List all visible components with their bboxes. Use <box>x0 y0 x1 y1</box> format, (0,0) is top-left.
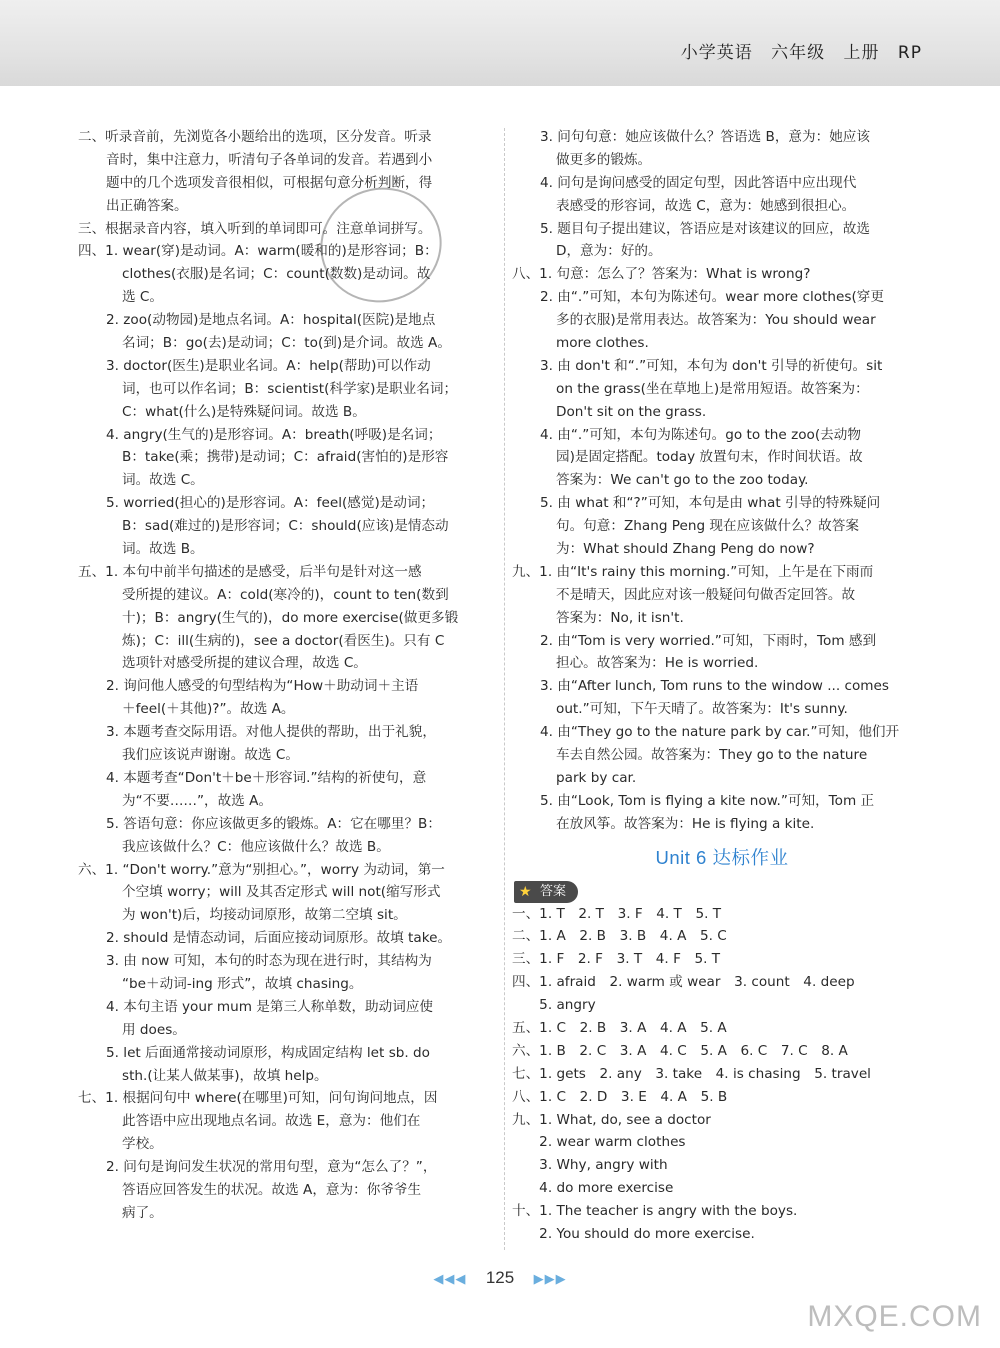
answer-row: 五、1. C 2. B 3. A 4. A 5. A <box>512 1019 727 1036</box>
explanation-line: 受所提的建议。A：cold(寒冷的)，count to ten(数到 <box>122 586 449 603</box>
explanation-line: 2. 由“Tom is very worried.”可知，下雨时，Tom 感到 <box>540 632 877 649</box>
explanation-line: 题中的几个选项发音很相似，可根据句意分析判断，得 <box>106 174 433 191</box>
explanation-line: 学校。 <box>122 1136 163 1153</box>
explanation-line: Don't sit on the grass. <box>556 403 707 420</box>
explanation-line: 做更多的锻炼。 <box>556 151 652 168</box>
explanation-line: 答语应回答发生的状况。故选 A，意为：你爷爷生 <box>122 1181 422 1198</box>
answer-row: 七、1. gets 2. any 3. take 4. is chasing 5. travel <box>512 1065 871 1082</box>
explanation-line: 我们应该说声谢谢。故选 C。 <box>122 747 299 764</box>
explanation-line: D，意为：好的。 <box>556 243 662 260</box>
explanation-line: 5. let 后面通常接动词原形，构成固定结构 let sb. do <box>106 1044 430 1061</box>
explanation-line: 5. 题目句子提出建议，答语应是对该建议的回应，故选 <box>540 220 870 237</box>
answer-row: 2. You should do more exercise. <box>512 1225 755 1242</box>
explanation-line: B：take(乘；携带)是动词；C：afraid(害怕的)是形容 <box>122 449 449 466</box>
explanation-line: 4. 本题考查“Don't＋be＋形容词.”结构的祈使句，意 <box>106 769 427 786</box>
explanation-line: 5. 由 what 和“?”可知，本句是由 what 引导的特殊疑问 <box>540 495 881 512</box>
next-page-arrows[interactable]: ▶▶▶ <box>533 1272 567 1287</box>
explanation-line: 3. doctor(医生)是职业名词。A：help(帮助)可以作动 <box>106 357 431 374</box>
explanation-line: 句。句意：Zhang Peng 现在应该做什么？故答案 <box>556 518 859 535</box>
edition-label: RP <box>897 43 922 63</box>
explanation-line: sth.(让某人做某事)，故填 help。 <box>122 1067 328 1084</box>
answer-row: 四、1. afraid 2. warm 或 wear 3. count 4. deep <box>512 974 855 991</box>
explanation-line: 3. 由“After lunch, Tom runs to the window ... comes <box>540 678 889 695</box>
explanation-line: 4. 由“.”可知，本句为陈述句。go to the zoo(去动物 <box>540 426 861 443</box>
explanation-line: 在放风筝。故答案为：He is flying a kite. <box>556 815 815 832</box>
answer-row: 5. angry <box>512 997 596 1014</box>
explanation-line: 九、1. 由“It's rainy this morning.”可知，上午是在下雨而 <box>512 563 874 580</box>
explanation-line: 2. 问句是询问发生状况的常用句型，意为“怎么了？”， <box>106 1159 437 1176</box>
explanation-line: 六、1. “Don't worry.”意为“别担心。”，worry 为动词，第一 <box>78 861 445 878</box>
explanation-line: 多的衣服)是常用表达。故答案为：You should wear <box>556 312 876 329</box>
answer-row: 2. wear warm clothes <box>512 1134 686 1151</box>
prev-page-arrows[interactable]: ◀◀◀ <box>433 1272 467 1287</box>
explanation-line: out.”可知，下午天晴了。故答案为：It's sunny. <box>556 701 848 718</box>
page-footer <box>0 1268 1000 1288</box>
answer-row: 三、1. F 2. F 3. T 4. F 5. T <box>512 951 721 968</box>
explanation-line: on the grass(坐在草地上)是常用短语。故答案为： <box>556 380 869 397</box>
column-divider <box>504 128 505 1250</box>
explanation-line: 3. 由 don't 和“.”可知，本句为 don't 引导的祈使句。sit <box>540 357 883 374</box>
explanation-line: 四、1. wear(穿)是动词。A：warm(暖和的)是形容词；B： <box>78 243 438 260</box>
explanation-line: 2. should 是情态动词，后面应接动词原形。故填 take。 <box>106 930 452 947</box>
answer-row: 六、1. B 2. C 3. A 4. C 5. A 6. C 7. C 8. A <box>512 1042 848 1059</box>
answer-row: 八、1. C 2. D 3. E 4. A 5. B <box>512 1088 728 1105</box>
explanation-line: 2. zoo(动物园)是地点名词。A：hospital(医院)是地点 <box>106 312 436 329</box>
explanation-line: 担心。故答案为：He is worried. <box>556 655 759 672</box>
explanation-line: 3. 问句句意：她应该做什么？答语选 B，意为：她应该 <box>540 129 870 145</box>
explanation-line: 此答语中应出现地点名词。故选 E，意为：他们在 <box>122 1113 421 1130</box>
explanation-line: 5. 由“Look, Tom is flying a kite now.”可知，Tom 正 <box>540 792 875 809</box>
right-column <box>512 126 932 1246</box>
answer-heading <box>512 880 932 903</box>
explanation-line: 4. angry(生气的)是形容词。A：breath(呼吸)是名词； <box>106 426 442 443</box>
explanation-line: 八、1. 句意：怎么了？答案为：What is wrong? <box>512 266 811 283</box>
term-label: 上册 <box>843 43 880 63</box>
grade-label: 六年级 <box>771 43 826 63</box>
explanation-line: 五、1. 本句中前半句描述的是感受，后半句是针对这一感 <box>78 563 422 580</box>
answer-row: 3. Why, angry with <box>512 1157 668 1174</box>
explanation-line: 十)；B：angry(生气的)，do more exercise(做更多锻 <box>122 609 459 626</box>
explanation-line: 词。故选 B。 <box>122 541 204 558</box>
explanation-line: 词，也可以作名词；B：scientist(科学家)是职业名词； <box>122 380 458 397</box>
explanation-line: 不是晴天，因此应对该一般疑问句做否定回答。故 <box>556 586 856 603</box>
answer-row: 十、1. The teacher is angry with the boys. <box>512 1203 798 1220</box>
explanation-line: 为：What should Zhang Peng do now? <box>556 541 815 558</box>
explanation-line: 4. 问句是询问感受的固定句型，因此答语中应出现代 <box>540 174 857 191</box>
subject-label: 小学英语 <box>680 43 753 63</box>
answer-row: 一、1. T 2. T 3. F 4. T 5. T <box>512 905 722 922</box>
explanation-line: 名词；B：go(去)是动词；C：to(到)是介词。故选 A。 <box>122 335 451 352</box>
explanation-line: 4. 由“They go to the nature park by car.”可知，他们开 <box>540 724 900 741</box>
watermark-text: MXQE.COM <box>807 1300 982 1333</box>
explanation-line: 5. 答语句意：你应该做更多的锻炼。A：它在哪里？B： <box>106 815 441 832</box>
explanation-line: 我应该做什么？C：他应该做什么？故选 B。 <box>122 838 390 855</box>
explanation-line: 园)是固定搭配。today 放置句末，作时间状语。故 <box>556 449 863 466</box>
answer-badge <box>514 881 578 903</box>
book-info <box>669 38 922 63</box>
answer-list <box>512 903 932 1246</box>
explanation-line: 病了。 <box>122 1204 163 1221</box>
explanation-line: 炼)；C：ill(生病的)，see a doctor(看医生)。只有 C <box>122 632 445 649</box>
explanation-line: 选 C。 <box>122 289 164 306</box>
unit-title: Unit 6 达标作业 <box>655 846 789 868</box>
explanation-line: 为“不要……”，故选 A。 <box>122 792 273 809</box>
explanation-line: 出正确答案。 <box>106 197 188 214</box>
explanation-line: 七、1. 根据问句中 where(在哪里)可知，问句询问地点，因 <box>78 1090 438 1107</box>
explanation-line: 3. 本题考查交际用语。对他人提供的帮助，出于礼貌， <box>106 724 436 741</box>
header-bar <box>0 0 1000 86</box>
explanation-line: 答案为：No, it isn't. <box>556 609 684 626</box>
page-number: 125 <box>485 1268 515 1287</box>
explanation-line: more clothes. <box>556 335 649 352</box>
explanation-line: 三、根据录音内容，填入听到的单词即可。注意单词拼写。 <box>78 220 432 237</box>
explanation-line: ＋feel(＋其他)?”。故选 A。 <box>122 701 295 718</box>
explanation-line: 5. worried(担心的)是形容词。A：feel(感觉)是动词； <box>106 495 435 512</box>
left-column <box>78 126 498 1225</box>
explanation-line: 用 does。 <box>122 1021 186 1038</box>
answer-badge-label: 答案 <box>540 883 567 899</box>
explanation-line: “be＋动词-ing 形式”，故填 chasing。 <box>122 975 363 992</box>
explanation-line: park by car. <box>556 769 637 786</box>
explanation-line: 二、听录音前，先浏览各小题给出的选项，区分发音。听录 <box>78 129 432 145</box>
explanation-line: 3. 由 now 可知，本句的时态为现在进行时，其结构为 <box>106 953 432 970</box>
explanation-line: B：sad(难过的)是形容词；C：should(应该)是情态动 <box>122 518 449 535</box>
right-explanations <box>512 126 932 836</box>
explanation-line: 为 won't)后，均接动词原形，故第二空填 sit。 <box>122 907 407 924</box>
explanation-line: 2. 由“.”可知，本句为陈述句。wear more clothes(穿更 <box>540 289 884 306</box>
answer-row: 九、1. What, do, see a doctor <box>512 1111 711 1128</box>
explanation-line: clothes(衣服)是名词；C：count(数数)是动词。故 <box>122 266 431 283</box>
explanation-line: 词。故选 C。 <box>122 472 204 489</box>
explanation-line: 车去自然公园。故答案为：They go to the nature <box>556 747 868 764</box>
star-icon: ★ <box>519 883 532 900</box>
explanation-line: 表感受的形容词，故选 C，意为：她感到很担心。 <box>556 197 856 214</box>
explanation-line: 音时，集中注意力，听清句子各单词的发音。若遇到小 <box>106 151 433 168</box>
answer-row: 二、1. A 2. B 3. B 4. A 5. C <box>512 928 727 945</box>
explanation-line: 答案为：We can't go to the zoo today. <box>556 472 809 489</box>
explanation-line: 个空填 worry；will 及其否定形式 will not(缩写形式 <box>122 884 441 901</box>
explanation-line: 选项针对感受所提的建议合理，故选 C。 <box>122 655 367 672</box>
explanation-line: 2. 询问他人感受的句型结构为“How＋助动词＋主语 <box>106 678 419 695</box>
explanation-line: C：what(什么)是特殊疑问词。故选 B。 <box>122 403 366 420</box>
answer-row: 4. do more exercise <box>512 1180 674 1197</box>
explanation-line: 4. 本句主语 your mum 是第三人称单数，助动词应使 <box>106 998 434 1015</box>
